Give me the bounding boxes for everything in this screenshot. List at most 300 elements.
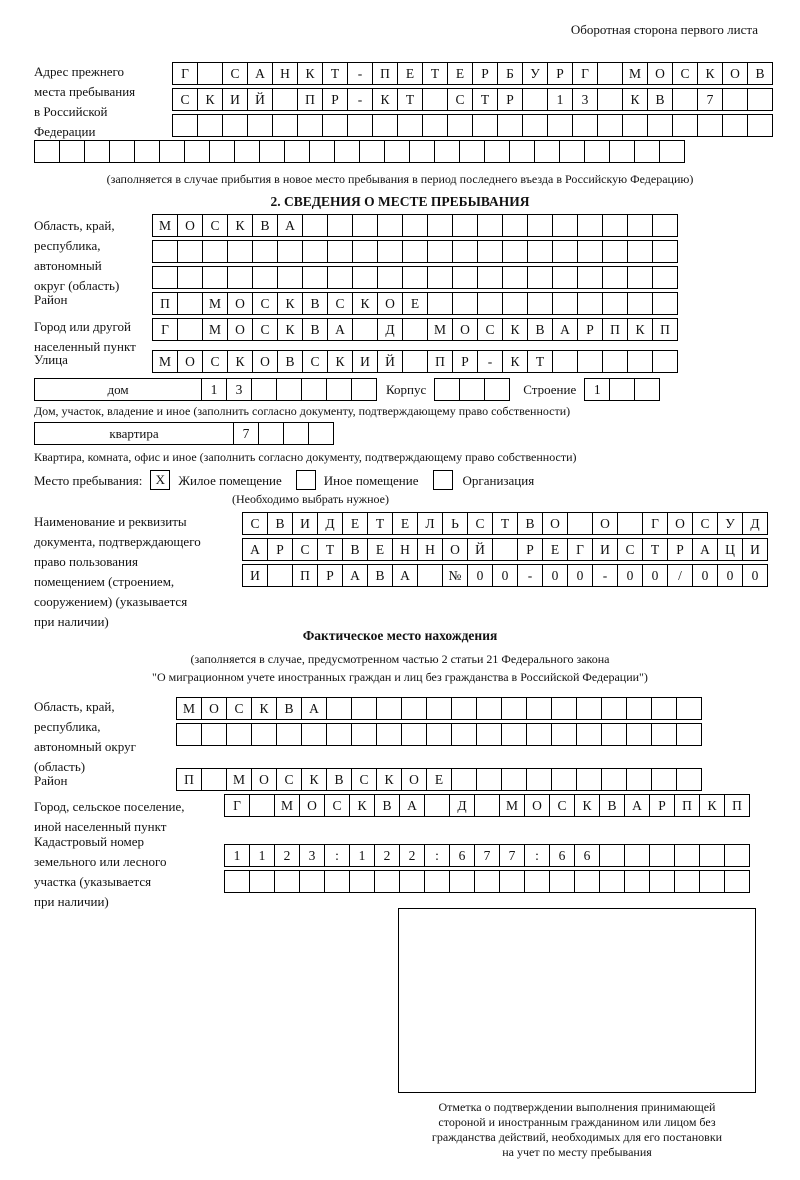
cell[interactable]: 3 — [226, 378, 252, 401]
cell[interactable]: 1 — [349, 844, 375, 867]
cell[interactable]: П — [674, 794, 700, 817]
cell[interactable] — [502, 214, 528, 237]
cell[interactable]: П — [427, 350, 453, 373]
flat-row[interactable] — [34, 422, 333, 445]
cell[interactable] — [177, 292, 203, 315]
cell[interactable] — [602, 350, 628, 373]
cell[interactable]: М — [427, 318, 453, 341]
cell[interactable] — [497, 114, 523, 137]
cell[interactable]: Т — [397, 88, 423, 111]
document-row-2[interactable] — [242, 538, 767, 561]
cell[interactable] — [574, 870, 600, 893]
cell[interactable]: Р — [667, 538, 693, 561]
cell[interactable] — [209, 140, 235, 163]
cell[interactable]: И — [742, 538, 768, 561]
cell[interactable]: В — [276, 697, 302, 720]
cell[interactable] — [452, 292, 478, 315]
cell[interactable]: В — [342, 538, 368, 561]
cell[interactable]: Р — [649, 794, 675, 817]
cell[interactable]: - — [592, 564, 618, 587]
cell[interactable] — [626, 768, 652, 791]
cell[interactable]: : — [324, 844, 350, 867]
cell[interactable] — [651, 723, 677, 746]
cell[interactable] — [699, 844, 725, 867]
cell[interactable]: П — [602, 318, 628, 341]
cell[interactable]: И — [242, 564, 268, 587]
cell[interactable]: А — [301, 697, 327, 720]
cell[interactable] — [422, 88, 448, 111]
cell[interactable]: № — [442, 564, 468, 587]
cell[interactable]: С — [242, 512, 268, 535]
cell[interactable]: Р — [547, 62, 573, 85]
cell[interactable] — [109, 140, 135, 163]
cell[interactable] — [351, 723, 377, 746]
cell[interactable]: К — [327, 350, 353, 373]
cell[interactable] — [84, 140, 110, 163]
cell[interactable] — [401, 723, 427, 746]
cell[interactable]: М — [622, 62, 648, 85]
cell[interactable] — [659, 140, 685, 163]
cell[interactable] — [451, 697, 477, 720]
cell[interactable] — [377, 266, 403, 289]
cell[interactable] — [484, 378, 510, 401]
section2-region-row-3[interactable] — [152, 266, 677, 289]
cell[interactable] — [501, 723, 527, 746]
cell[interactable] — [651, 697, 677, 720]
cell[interactable]: О — [442, 538, 468, 561]
cell[interactable] — [224, 870, 250, 893]
cell[interactable] — [576, 723, 602, 746]
cell[interactable]: - — [517, 564, 543, 587]
cell[interactable] — [551, 768, 577, 791]
cell[interactable]: О — [177, 214, 203, 237]
cell[interactable] — [676, 768, 702, 791]
cell[interactable]: А — [247, 62, 273, 85]
cell[interactable] — [649, 870, 675, 893]
cell[interactable]: 0 — [742, 564, 768, 587]
cell[interactable]: Г — [172, 62, 198, 85]
house-row[interactable] — [34, 378, 659, 401]
cell[interactable] — [226, 723, 252, 746]
cell[interactable]: 3 — [299, 844, 325, 867]
cell[interactable] — [652, 214, 678, 237]
cell[interactable] — [172, 114, 198, 137]
cell[interactable] — [627, 350, 653, 373]
cell[interactable]: С — [202, 350, 228, 373]
cell[interactable]: 6 — [574, 844, 600, 867]
flat-cells[interactable] — [233, 422, 333, 445]
cell[interactable] — [609, 378, 635, 401]
cell[interactable] — [352, 214, 378, 237]
cell[interactable] — [522, 88, 548, 111]
cell[interactable] — [674, 844, 700, 867]
prev-address-row-2[interactable] — [172, 88, 772, 111]
cell[interactable]: 7 — [233, 422, 259, 445]
cell[interactable] — [601, 697, 627, 720]
cell[interactable] — [351, 697, 377, 720]
cell[interactable] — [399, 870, 425, 893]
cell[interactable] — [402, 318, 428, 341]
cell[interactable] — [527, 292, 553, 315]
cell[interactable] — [177, 266, 203, 289]
cell[interactable]: О — [524, 794, 550, 817]
cell[interactable]: С — [692, 512, 718, 535]
section2-district-row[interactable] — [152, 292, 677, 315]
cell[interactable]: К — [699, 794, 725, 817]
cell[interactable]: Р — [497, 88, 523, 111]
cell[interactable] — [622, 114, 648, 137]
cell[interactable] — [327, 266, 353, 289]
prev-address-row-3[interactable] — [172, 114, 772, 137]
cell[interactable]: К — [297, 62, 323, 85]
cell[interactable]: 2 — [274, 844, 300, 867]
cadastral-row-1[interactable] — [224, 844, 749, 867]
cell[interactable]: С — [292, 538, 318, 561]
cell[interactable] — [301, 378, 327, 401]
cell[interactable] — [302, 266, 328, 289]
cell[interactable] — [649, 844, 675, 867]
cell[interactable]: О — [667, 512, 693, 535]
cell[interactable] — [699, 870, 725, 893]
cell[interactable] — [577, 292, 603, 315]
cell[interactable] — [551, 723, 577, 746]
cell[interactable] — [276, 378, 302, 401]
cell[interactable] — [447, 114, 473, 137]
cell[interactable] — [477, 214, 503, 237]
cell[interactable] — [634, 378, 660, 401]
cell[interactable] — [176, 723, 202, 746]
cell[interactable] — [34, 140, 60, 163]
cell[interactable]: С — [549, 794, 575, 817]
cell[interactable]: И — [592, 538, 618, 561]
cell[interactable]: Е — [392, 512, 418, 535]
cell[interactable]: С — [617, 538, 643, 561]
cell[interactable] — [597, 114, 623, 137]
cell[interactable]: К — [502, 318, 528, 341]
cell[interactable]: У — [717, 512, 743, 535]
cell[interactable] — [552, 350, 578, 373]
cell[interactable]: В — [302, 318, 328, 341]
cell[interactable]: Е — [402, 292, 428, 315]
cell[interactable] — [652, 266, 678, 289]
cell[interactable] — [427, 266, 453, 289]
cell[interactable]: / — [667, 564, 693, 587]
cell[interactable]: 0 — [617, 564, 643, 587]
cell[interactable]: И — [352, 350, 378, 373]
cell[interactable]: О — [722, 62, 748, 85]
cell[interactable] — [402, 214, 428, 237]
cell[interactable] — [202, 240, 228, 263]
cell[interactable]: Й — [377, 350, 403, 373]
cell[interactable] — [476, 723, 502, 746]
cell[interactable] — [626, 697, 652, 720]
cell[interactable] — [374, 870, 400, 893]
cell[interactable] — [409, 140, 435, 163]
cell[interactable] — [177, 240, 203, 263]
cell[interactable] — [299, 870, 325, 893]
cell[interactable] — [276, 723, 302, 746]
cell[interactable] — [597, 88, 623, 111]
cell[interactable] — [426, 697, 452, 720]
cell[interactable] — [402, 350, 428, 373]
cell[interactable]: Р — [452, 350, 478, 373]
cell[interactable] — [552, 214, 578, 237]
section3-region-row-2[interactable] — [176, 723, 701, 746]
cell[interactable] — [309, 140, 335, 163]
cell[interactable]: 7 — [697, 88, 723, 111]
cell[interactable] — [249, 870, 275, 893]
cell[interactable] — [252, 266, 278, 289]
cell[interactable]: Т — [527, 350, 553, 373]
cell[interactable]: К — [277, 292, 303, 315]
cadastral-row-2[interactable] — [224, 870, 749, 893]
cell[interactable] — [434, 140, 460, 163]
cell[interactable]: В — [599, 794, 625, 817]
cell[interactable] — [352, 266, 378, 289]
cell[interactable]: Т — [322, 62, 348, 85]
cell[interactable]: Р — [317, 564, 343, 587]
section2-city-row[interactable] — [152, 318, 677, 341]
cell[interactable]: 6 — [449, 844, 475, 867]
cell[interactable] — [352, 318, 378, 341]
cell[interactable]: К — [197, 88, 223, 111]
cell[interactable]: 1 — [584, 378, 610, 401]
cell[interactable] — [522, 114, 548, 137]
cell[interactable] — [724, 844, 750, 867]
cell[interactable] — [197, 114, 223, 137]
cell[interactable]: Н — [417, 538, 443, 561]
cell[interactable] — [697, 114, 723, 137]
cell[interactable] — [302, 214, 328, 237]
cell[interactable]: П — [372, 62, 398, 85]
cell[interactable] — [674, 870, 700, 893]
cell[interactable] — [492, 538, 518, 561]
cell[interactable] — [427, 214, 453, 237]
cell[interactable]: В — [326, 768, 352, 791]
cell[interactable]: С — [252, 292, 278, 315]
cell[interactable] — [222, 114, 248, 137]
cell[interactable]: В — [302, 292, 328, 315]
section2-region-row-2[interactable] — [152, 240, 677, 263]
cell[interactable] — [676, 697, 702, 720]
cell[interactable] — [572, 114, 598, 137]
cell[interactable]: В — [747, 62, 773, 85]
cell[interactable] — [652, 240, 678, 263]
cell[interactable] — [272, 88, 298, 111]
cell[interactable] — [459, 140, 485, 163]
cell[interactable] — [402, 266, 428, 289]
cell[interactable] — [324, 870, 350, 893]
cell[interactable] — [576, 768, 602, 791]
cell[interactable]: М — [176, 697, 202, 720]
cell[interactable]: Г — [572, 62, 598, 85]
section2-street-row[interactable] — [152, 350, 677, 373]
cell[interactable]: С — [172, 88, 198, 111]
cell[interactable]: Г — [642, 512, 668, 535]
cell[interactable]: С — [202, 214, 228, 237]
cell[interactable]: Ц — [717, 538, 743, 561]
cell[interactable] — [402, 240, 428, 263]
cell[interactable] — [359, 140, 385, 163]
cell[interactable]: И — [292, 512, 318, 535]
cell[interactable] — [459, 378, 485, 401]
cell[interactable] — [567, 512, 593, 535]
cell[interactable] — [722, 114, 748, 137]
stay-type-row[interactable] — [34, 470, 534, 490]
cell[interactable] — [427, 240, 453, 263]
cell[interactable] — [249, 794, 275, 817]
cell[interactable]: К — [502, 350, 528, 373]
cell[interactable]: С — [327, 292, 353, 315]
cell[interactable]: А — [552, 318, 578, 341]
cell[interactable]: У — [522, 62, 548, 85]
cell[interactable] — [426, 723, 452, 746]
cell[interactable] — [502, 240, 528, 263]
cell[interactable]: Б — [497, 62, 523, 85]
cell[interactable] — [577, 240, 603, 263]
cell[interactable]: С — [324, 794, 350, 817]
cell[interactable] — [477, 240, 503, 263]
cell[interactable] — [422, 114, 448, 137]
cell[interactable]: М — [499, 794, 525, 817]
cell[interactable] — [267, 564, 293, 587]
cell[interactable]: : — [524, 844, 550, 867]
cell[interactable] — [747, 114, 773, 137]
cell[interactable] — [434, 378, 460, 401]
cell[interactable] — [474, 794, 500, 817]
cell[interactable] — [577, 266, 603, 289]
cell[interactable] — [351, 378, 377, 401]
cell[interactable]: О — [252, 350, 278, 373]
cell[interactable]: О — [201, 697, 227, 720]
cell[interactable] — [326, 378, 352, 401]
cell[interactable]: А — [327, 318, 353, 341]
cell[interactable] — [499, 870, 525, 893]
cell[interactable]: В — [527, 318, 553, 341]
cell[interactable] — [526, 697, 552, 720]
cell[interactable] — [349, 870, 375, 893]
prev-address-row-4[interactable] — [34, 140, 684, 163]
cell[interactable] — [634, 140, 660, 163]
stamp-box[interactable] — [398, 908, 756, 1093]
cell[interactable]: В — [277, 350, 303, 373]
cell[interactable]: К — [301, 768, 327, 791]
cell[interactable] — [602, 240, 628, 263]
cell[interactable]: А — [399, 794, 425, 817]
cell[interactable]: М — [152, 214, 178, 237]
cell[interactable]: 0 — [492, 564, 518, 587]
cell[interactable] — [476, 768, 502, 791]
cell[interactable] — [308, 422, 334, 445]
cell[interactable] — [424, 870, 450, 893]
cell[interactable] — [159, 140, 185, 163]
cell[interactable]: 0 — [467, 564, 493, 587]
cell[interactable] — [377, 240, 403, 263]
cell[interactable]: М — [152, 350, 178, 373]
cell[interactable] — [652, 350, 678, 373]
cell[interactable]: Т — [472, 88, 498, 111]
cell[interactable] — [652, 292, 678, 315]
cell[interactable]: Р — [322, 88, 348, 111]
cell[interactable]: В — [517, 512, 543, 535]
cell[interactable] — [197, 62, 223, 85]
cell[interactable]: - — [477, 350, 503, 373]
section3-region-row-1[interactable] — [176, 697, 701, 720]
cell[interactable] — [524, 870, 550, 893]
cell[interactable] — [258, 422, 284, 445]
cell[interactable]: 0 — [642, 564, 668, 587]
cell[interactable]: К — [349, 794, 375, 817]
cell[interactable] — [617, 512, 643, 535]
document-row-1[interactable] — [242, 512, 767, 535]
cell[interactable]: С — [351, 768, 377, 791]
cell[interactable] — [352, 240, 378, 263]
cell[interactable] — [627, 240, 653, 263]
cell[interactable] — [327, 240, 353, 263]
cell[interactable] — [326, 723, 352, 746]
cell[interactable]: Й — [467, 538, 493, 561]
cell[interactable]: С — [477, 318, 503, 341]
cell[interactable] — [609, 140, 635, 163]
document-row-3[interactable] — [242, 564, 767, 587]
cell[interactable] — [322, 114, 348, 137]
cell[interactable] — [452, 240, 478, 263]
cell[interactable] — [501, 768, 527, 791]
cell[interactable]: К — [627, 318, 653, 341]
cell[interactable] — [527, 240, 553, 263]
cell[interactable] — [272, 114, 298, 137]
cell[interactable] — [227, 240, 253, 263]
cell[interactable] — [577, 350, 603, 373]
cell[interactable]: Т — [422, 62, 448, 85]
cell[interactable] — [526, 768, 552, 791]
cell[interactable] — [552, 240, 578, 263]
cell[interactable]: Р — [517, 538, 543, 561]
cell[interactable]: 2 — [399, 844, 425, 867]
cell[interactable]: К — [227, 350, 253, 373]
cell[interactable] — [477, 292, 503, 315]
cell[interactable]: К — [251, 697, 277, 720]
cell[interactable]: А — [277, 214, 303, 237]
cell[interactable]: 7 — [474, 844, 500, 867]
cell[interactable] — [651, 768, 677, 791]
cell[interactable] — [283, 422, 309, 445]
cell[interactable]: Г — [224, 794, 250, 817]
cell[interactable]: Й — [247, 88, 273, 111]
cell[interactable] — [484, 140, 510, 163]
cell[interactable] — [602, 292, 628, 315]
cell[interactable]: К — [574, 794, 600, 817]
cell[interactable] — [602, 266, 628, 289]
cell[interactable]: С — [226, 697, 252, 720]
cell[interactable] — [501, 697, 527, 720]
cell[interactable]: Е — [397, 62, 423, 85]
cell[interactable] — [201, 723, 227, 746]
cell[interactable]: П — [292, 564, 318, 587]
cell[interactable]: О — [227, 318, 253, 341]
cell[interactable] — [376, 723, 402, 746]
cell[interactable] — [552, 292, 578, 315]
cell[interactable] — [59, 140, 85, 163]
cell[interactable]: О — [647, 62, 673, 85]
cell[interactable]: С — [467, 512, 493, 535]
cell[interactable]: К — [227, 214, 253, 237]
cell[interactable]: Т — [317, 538, 343, 561]
cell[interactable]: С — [302, 350, 328, 373]
cell[interactable]: Г — [567, 538, 593, 561]
cell[interactable]: А — [692, 538, 718, 561]
cell[interactable] — [502, 292, 528, 315]
